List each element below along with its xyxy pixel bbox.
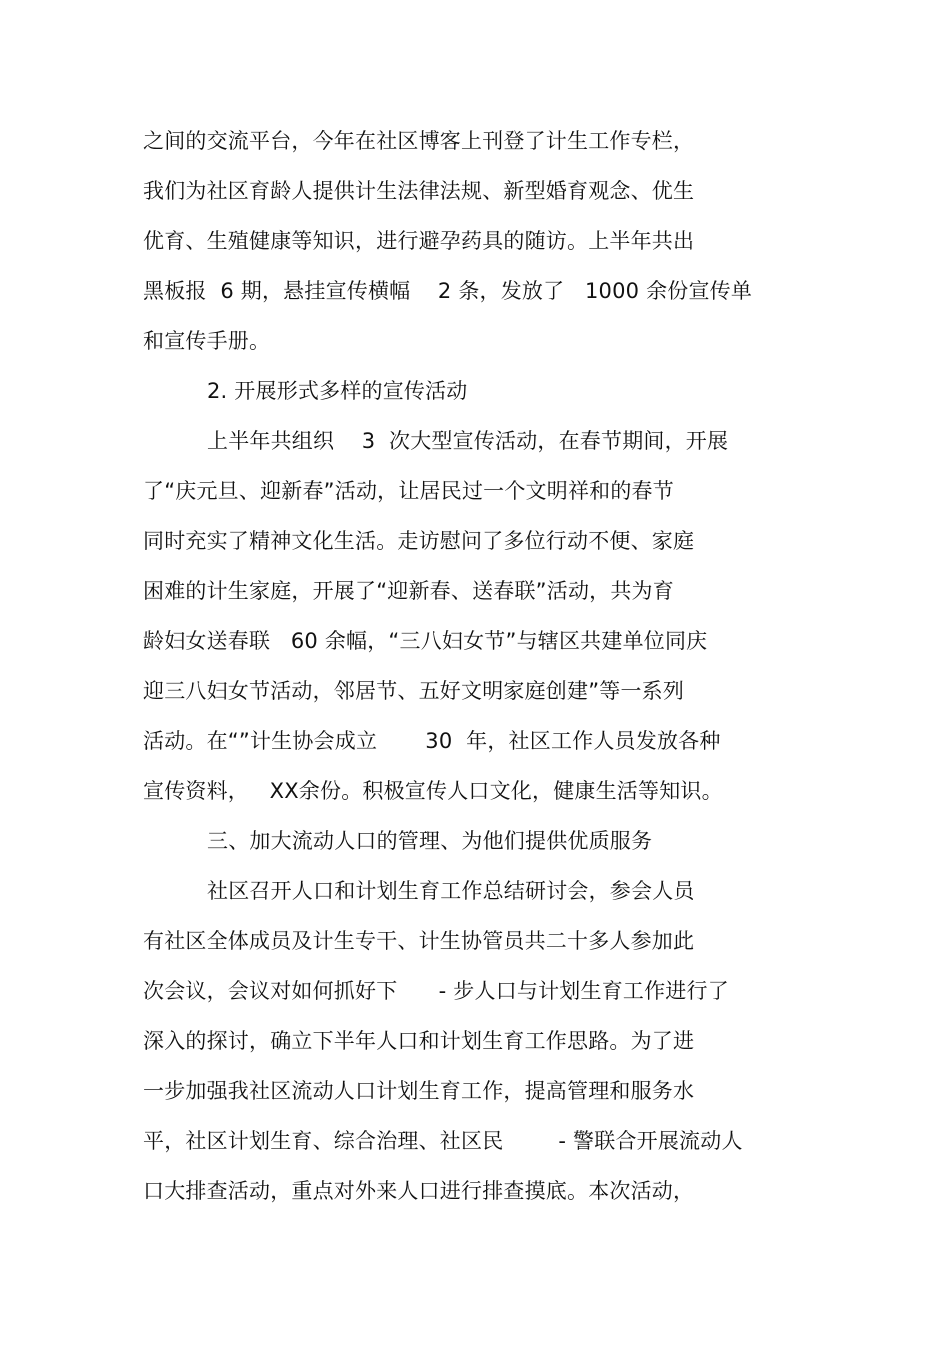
text-line: 口大排查活动，重点对外来人口进行排查摸底。本次活动，	[143, 1179, 695, 1203]
text-line: 和宣传手册。	[143, 329, 271, 353]
text-line: 困难的计生家庭，开展了“迎新春、送春联”活动，共为育	[143, 579, 674, 603]
text-line: 平，社区计划生育、综合治理、社区民 - 警联合开展流动人	[143, 1129, 743, 1153]
text-line: 黑板报 6 期，悬挂宣传横幅 2 条，发放了 1000 余份宣传单	[143, 279, 753, 303]
text-line: 一步加强我社区流动人口计划生育工作，提高管理和服务水	[143, 1079, 695, 1103]
text-line: 我们为社区育龄人提供计生法律法规、新型婚育观念、优生	[143, 179, 695, 203]
section-heading: 2. 开展形式多样的宣传活动	[207, 379, 468, 403]
text-line: 深入的探讨，确立下半年人口和计划生育工作思路。为了进	[143, 1029, 695, 1053]
text-line: 之间的交流平台，今年在社区博客上刊登了计生工作专栏，	[143, 129, 695, 153]
text-line: 优育、生殖健康等知识，进行避孕药具的随访。上半年共出	[143, 229, 695, 253]
text-line: 同时充实了精神文化生活。走访慰问了多位行动不便、家庭	[143, 529, 695, 553]
text-line: 了“庆元旦、迎新春”活动，让居民过一个文明祥和的春节	[143, 479, 674, 503]
paragraph-first-line: 上半年共组织 3 次大型宣传活动，在春节期间，开展	[207, 429, 729, 453]
text-line: 次会议，会议对如何抓好下 - 步人口与计划生育工作进行了	[143, 979, 729, 1003]
text-line: 有社区全体成员及计生专干、计生协管员共二十多人参加此	[143, 929, 695, 953]
section-heading: 三、加大流动人口的管理、为他们提供优质服务	[207, 829, 653, 853]
text-line: 龄妇女送春联 60 余幅，“三八妇女节”与辖区共建单位同庆	[143, 629, 708, 653]
text-line: 宣传资料， XX余份。积极宣传人口文化，健康生活等知识。	[143, 779, 723, 803]
text-line: 迎三八妇女节活动，邻居节、五好文明家庭创建”等一系列	[143, 679, 685, 703]
paragraph-first-line: 社区召开人口和计划生育工作总结研讨会，参会人员	[207, 879, 695, 903]
text-line: 活动。在“”计生协会成立 30 年，社区工作人员发放各种	[143, 729, 721, 753]
